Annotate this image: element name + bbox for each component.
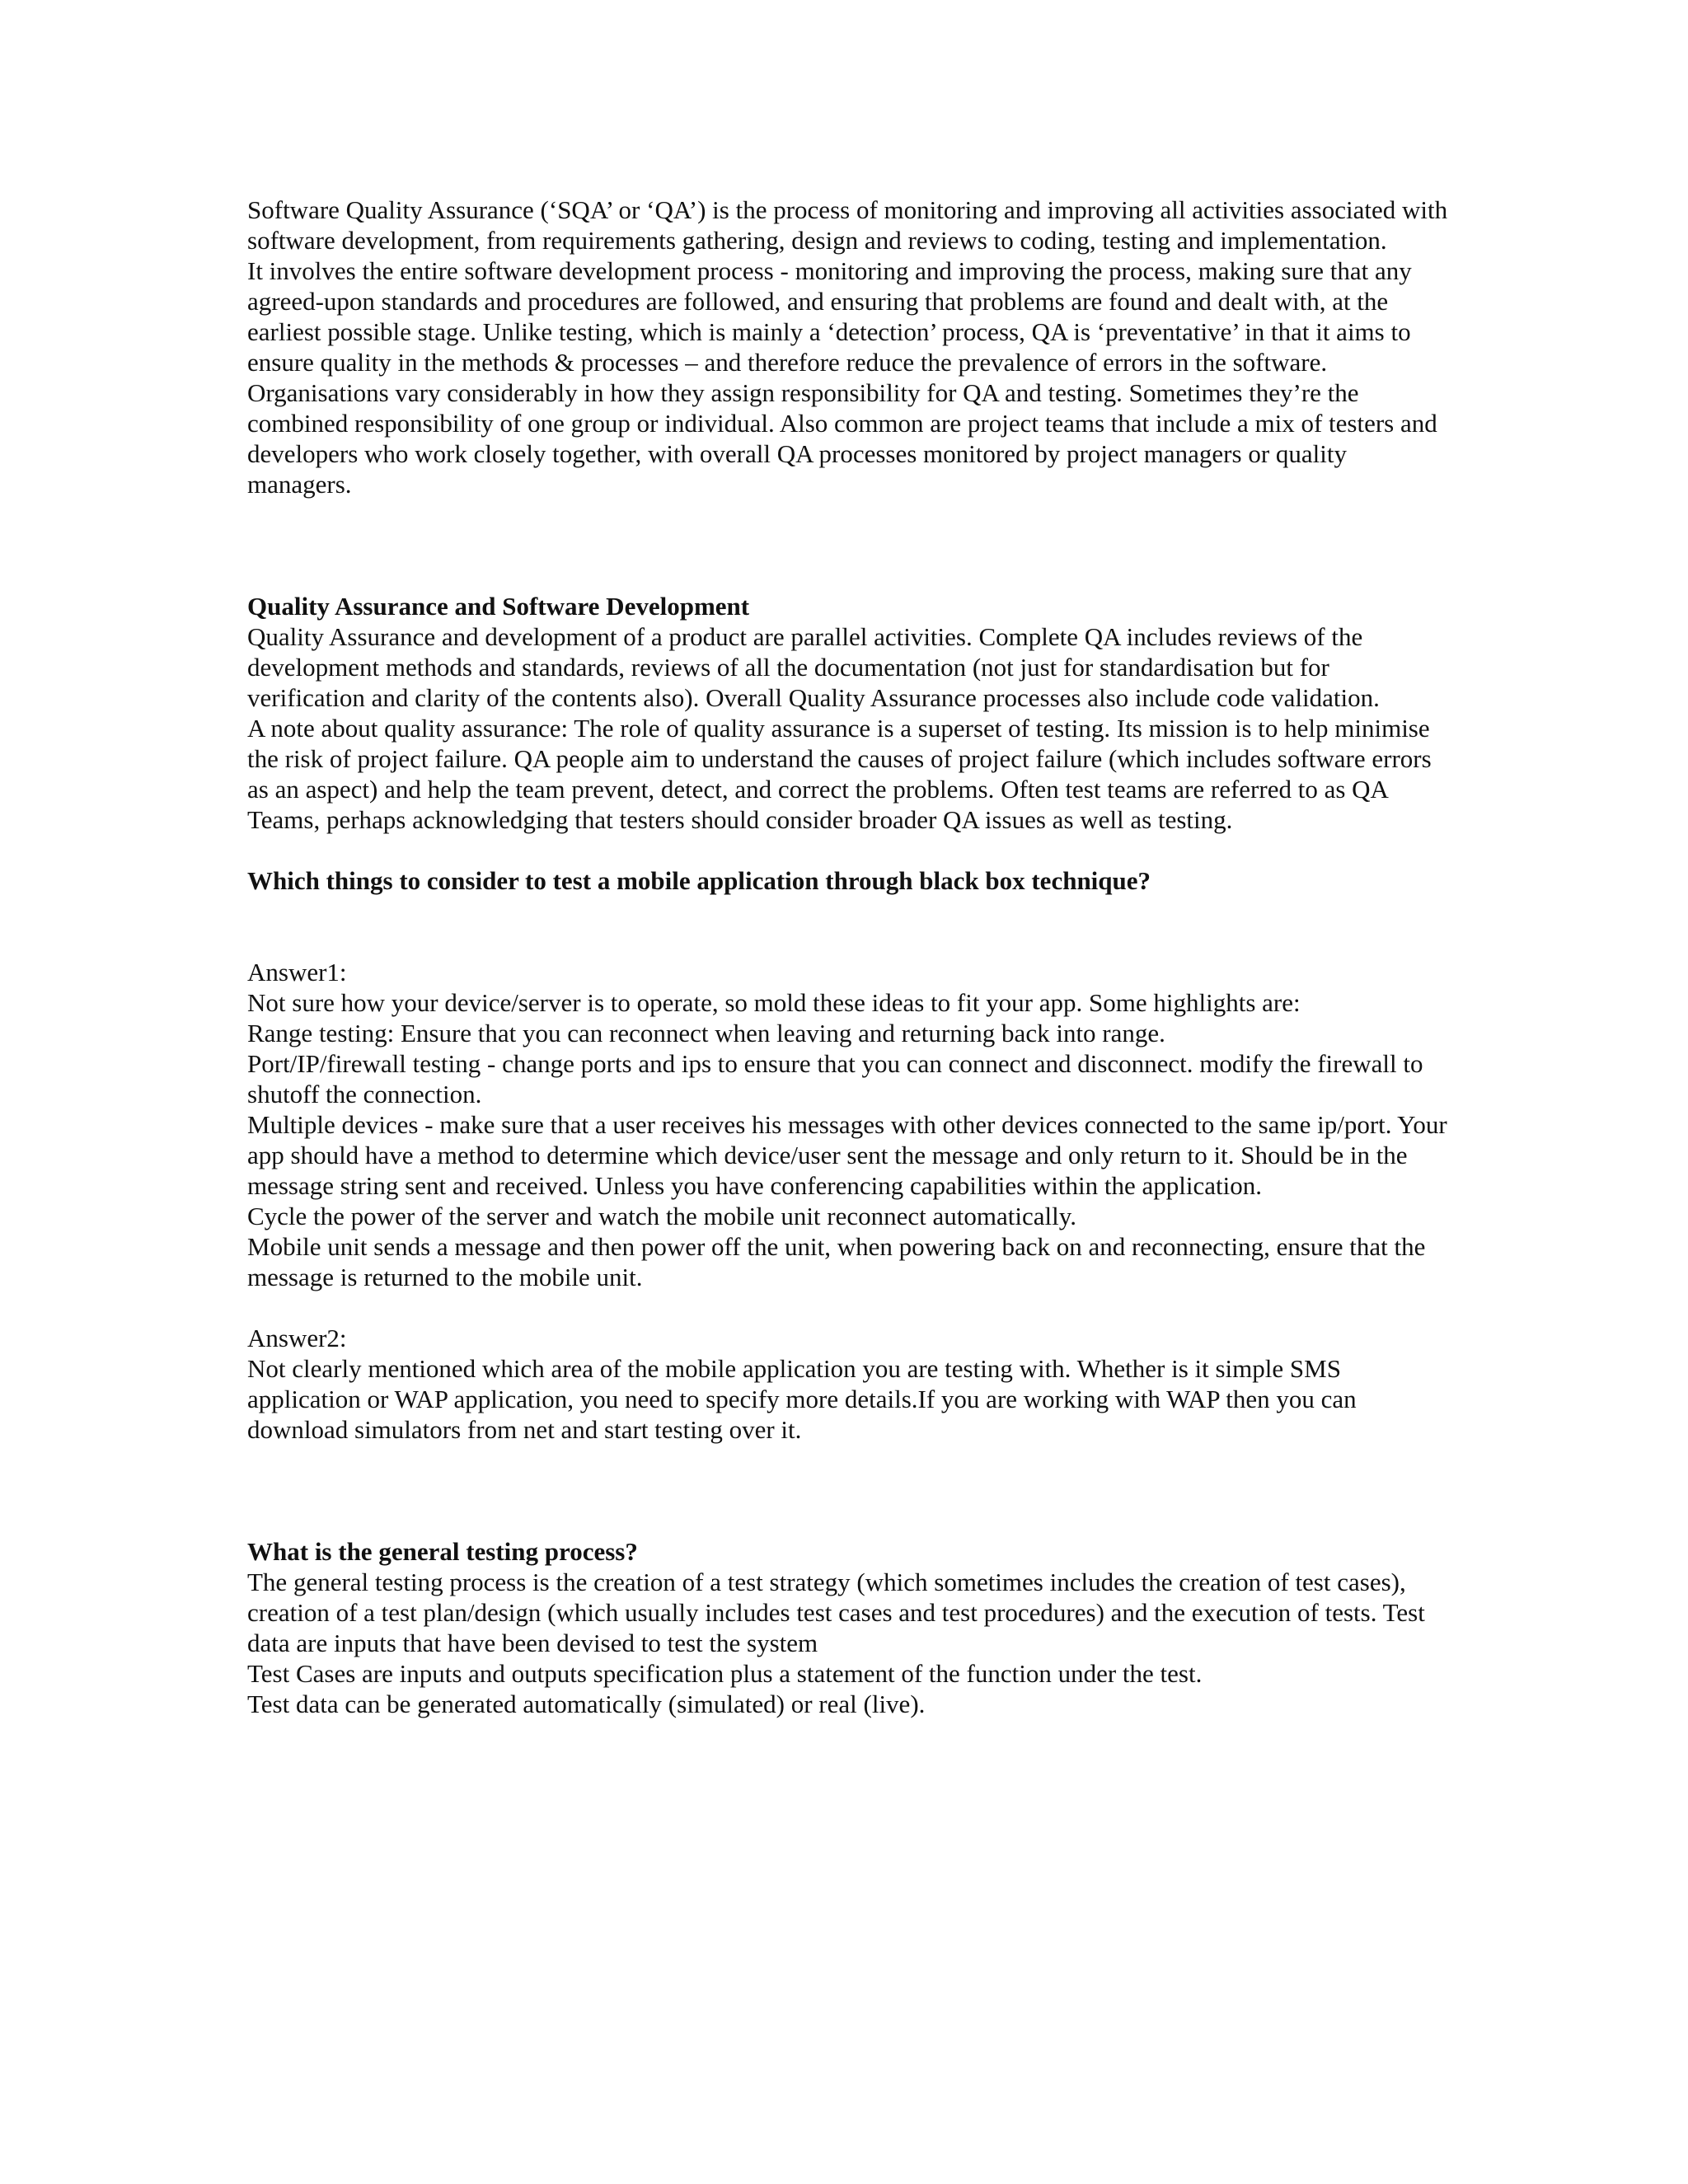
document-body — [247, 194, 1451, 1719]
mobile-testing-section — [247, 865, 1451, 1445]
body-paragraph: The general testing process is the creation of a test strategy (which sometimes includes the creation of test cases), creation of a test plan/design (which usually includes test cases and test procedures) and the execution of tests. Test data are inputs that have been devised to test the system — [247, 1568, 1425, 1657]
intro-paragraph: It involves the entire software development process - monitoring and improving the process, making sure that any agreed-upon standards and procedures are followed, and ensuring that problems are found and dealt with, at the earliest possible stage. Unlike testing, which is mainly a ‘detection’ process, QA is ‘preventative’ in that it aims to ensure quality in the methods & processes – and therefore reduce the prevalence of errors in the software. — [247, 256, 1412, 377]
answer-line: Port/IP/firewall testing - change ports and ips to ensure that you can connect and disconnect. modify the firewall to shutoff the connection. — [247, 1049, 1423, 1108]
spacer — [247, 499, 1451, 591]
qa-development-section — [247, 591, 1451, 835]
section-heading: What is the general testing process? — [247, 1537, 638, 1566]
answer-line: Multiple devices - make sure that a user receives his messages with other devices connected to the same ip/port. Your app should have a method to determine which device/user sent the message and only return to it. Should be in the message string sent and received. Unless you have conferencing capabilities within the application. — [247, 1110, 1447, 1200]
body-paragraph: Test Cases are inputs and outputs specification plus a statement of the function under the test. — [247, 1659, 1203, 1688]
spacer — [247, 835, 1451, 865]
answer2-block — [247, 1323, 1451, 1445]
body-paragraph: Test data can be generated automatically (simulated) or real (live). — [247, 1690, 926, 1718]
spacer — [247, 896, 1451, 957]
answer-line: Mobile unit sends a message and then power off the unit, when powering back on and reconnecting, ensure that the message is returned to the mobile unit. — [247, 1232, 1426, 1291]
answer-text: Not clearly mentioned which area of the mobile application you are testing with. Whether is it simple SMS application or WAP application, you need to specify more details.If you are working with WAP then you can download simulators from net and start testing over it. — [247, 1354, 1357, 1444]
intro-paragraph: Organisations vary considerably in how they assign responsibility for QA and testing. Sometimes they’re the combined responsibility of one group or individual. Also common are project teams that include a mix of testers and developers who work closely together, with overall QA processes monitored by project managers or quality managers. — [247, 378, 1437, 499]
answer-label: Answer1: — [247, 958, 347, 987]
spacer — [247, 1445, 1451, 1536]
testing-process-section — [247, 1536, 1451, 1719]
answer1-block — [247, 957, 1451, 1292]
answer-line: Not sure how your device/server is to operate, so mold these ideas to fit your app. Some highlights are: — [247, 988, 1301, 1017]
body-paragraph: A note about quality assurance: The role of quality assurance is a superset of testing. Its mission is to help minimise the risk of project failure. QA people aim to understand the causes of project failure (which includes software errors as an aspect) and help the team prevent, detect, and correct the problems. Often test teams are referred to as QA Teams, perhaps acknowledging that testers should consider broader QA issues as well as testing. — [247, 714, 1432, 834]
answer-label: Answer2: — [247, 1324, 347, 1352]
section-heading: Quality Assurance and Software Development — [247, 592, 750, 621]
answer-line: Cycle the power of the server and watch the mobile unit reconnect automatically. — [247, 1202, 1076, 1230]
body-paragraph: Quality Assurance and development of a product are parallel activities. Complete QA includes reviews of the development methods and standards, reviews of all the documentation (not just for standardisation but for verification and clarity of the contents also). Overall Quality Assurance processes also include code validation. — [247, 622, 1380, 712]
spacer — [247, 1292, 1451, 1323]
intro-paragraph: Software Quality Assurance (‘SQA’ or ‘QA’) is the process of monitoring and improving all activities associated with software development, from requirements gathering, design and reviews to coding, testing and implementation. — [247, 195, 1448, 255]
section-heading: Which things to consider to test a mobile application through black box technique? — [247, 866, 1151, 895]
intro-section — [247, 194, 1451, 499]
answer-line: Range testing: Ensure that you can reconnect when leaving and returning back into range. — [247, 1019, 1165, 1047]
